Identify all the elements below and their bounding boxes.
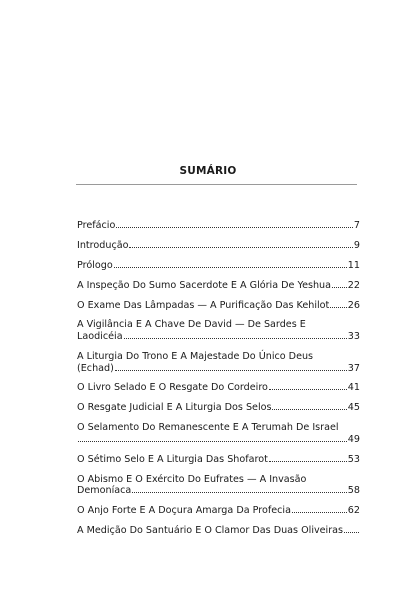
toc-entry [77, 382, 360, 394]
toc-entry [77, 525, 360, 537]
toc-entry [77, 280, 360, 292]
toc-entry-row [77, 434, 360, 446]
toc-page-number: 49 [347, 433, 360, 445]
toc-entry-row [77, 382, 360, 394]
toc-leader-dots [114, 266, 347, 268]
toc-page-number: 58 [347, 485, 360, 497]
toc-entry-row [77, 454, 360, 466]
toc-entry-row [77, 525, 360, 537]
toc-leader-dots [269, 460, 347, 462]
toc-list [77, 220, 360, 545]
toc-page-number: 22 [347, 279, 360, 291]
toc-entry-row [77, 485, 360, 497]
toc-page-number: 33 [347, 331, 360, 343]
toc-leader-dots [344, 531, 359, 533]
toc-page-number: 37 [347, 362, 360, 374]
toc-entry [77, 220, 360, 232]
toc-entry [77, 351, 360, 374]
toc-leader-dots [292, 511, 347, 513]
toc-entry-title: Demoníaca [77, 485, 132, 497]
toc-entry-row [77, 240, 360, 252]
toc-leader-dots [269, 388, 347, 390]
toc-entry-row [77, 505, 360, 517]
toc-page-number: 11 [347, 259, 360, 271]
title-divider [76, 184, 357, 185]
toc-entry-row [77, 220, 360, 232]
toc-entry [77, 505, 360, 517]
toc-entry-title: Laodicéia [77, 331, 123, 343]
toc-entry-title: O Livro Selado E O Resgate Do Cordeiro [77, 382, 268, 394]
toc-leader-dots [330, 306, 346, 308]
toc-entry-title: Prólogo [77, 259, 113, 271]
toc-leader-dots [116, 226, 353, 228]
toc-title: SUMÁRIO [179, 165, 237, 177]
toc-page-number: 41 [347, 382, 360, 394]
toc-entry-title: (Echad) [77, 362, 114, 374]
toc-entry [77, 474, 360, 497]
toc-page-number: 62 [347, 505, 360, 517]
toc-entry-row [77, 363, 360, 375]
toc-page-number: 9 [353, 239, 360, 251]
toc-entry-title: A Medição Do Santuário E O Clamor Das Duas Oliveiras [77, 524, 344, 536]
toc-entry-row [77, 402, 360, 414]
toc-leader-dots [78, 440, 347, 442]
toc-entry-title: O Exame Das Lâmpadas — A Purificação Das Kehilot [77, 299, 330, 311]
toc-entry [77, 454, 360, 466]
toc-entry-row [77, 280, 360, 292]
toc-entry [77, 422, 360, 445]
toc-entry [77, 300, 360, 312]
toc-page-number: 45 [347, 402, 360, 414]
toc-entry-title: O Resgate Judicial E A Liturgia Dos Selos [77, 402, 272, 414]
toc-entry-title: O Sétimo Selo E A Liturgia Das Shofarot [77, 453, 268, 465]
toc-leader-dots [132, 491, 346, 493]
toc-leader-dots [115, 369, 347, 371]
toc-page-number: 7 [353, 220, 360, 231]
toc-entry-title-line: O Abismo E O Exército Do Eufrates — A Invasão [77, 473, 307, 485]
toc-entry [77, 260, 360, 272]
toc-entry [77, 402, 360, 414]
toc-entry [77, 240, 360, 252]
toc-entry-title: Introdução [77, 239, 129, 251]
toc-entry-row [77, 260, 360, 272]
toc-page-number: 53 [347, 453, 360, 465]
toc-leader-dots [332, 286, 347, 288]
toc-entry [77, 319, 360, 342]
toc-leader-dots [124, 337, 347, 339]
toc-entry-title-line: O Selamento Do Remanescente E A Terumah De Israel [77, 422, 339, 434]
toc-leader-dots [129, 246, 352, 248]
toc-entry-title: Prefácio [77, 220, 116, 231]
toc-entry-title: A Inspeção Do Sumo Sacerdote E A Glória De Yeshua [77, 279, 332, 291]
toc-page-number: 26 [347, 299, 360, 311]
toc-entry-row [77, 331, 360, 343]
toc-entry-title-line: A Liturgia Do Trono E A Majestade Do Único Deus [77, 350, 314, 362]
toc-entry-title-line: A Vigilância E A Chave De David — De Sardes E [77, 319, 306, 331]
toc-leader-dots [272, 408, 346, 410]
toc-entry-title: O Anjo Forte E A Doçura Amarga Da Profecia [77, 505, 291, 517]
toc-entry-row [77, 300, 360, 312]
